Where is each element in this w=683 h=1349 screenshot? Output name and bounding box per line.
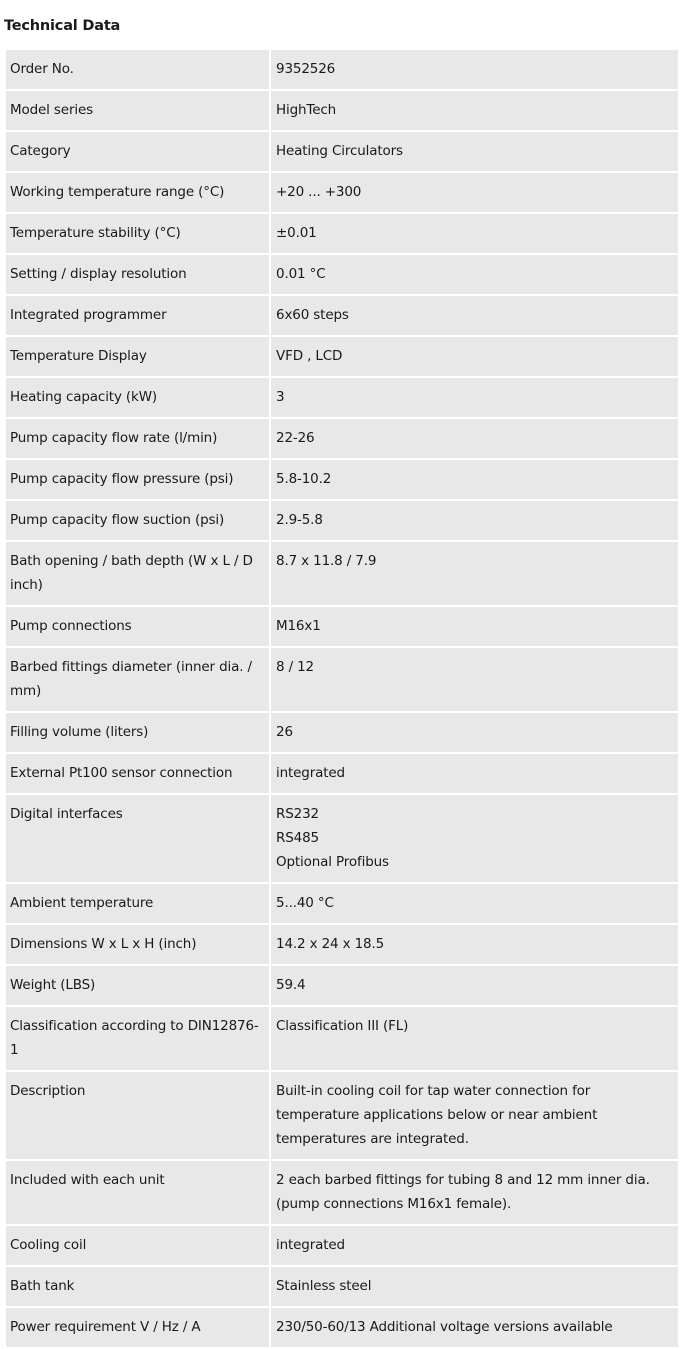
table-row [5,336,679,377]
spec-value-line: 14.2 x 24 x 18.5 [276,936,385,952]
spec-label-cell: Included with each unit [5,1160,270,1225]
table-row [5,131,679,172]
spec-value-line: M16x1 [276,618,321,634]
table-row [5,1266,679,1307]
spec-value-cell [270,1160,679,1225]
spec-label-cell: Setting / display resolution [5,254,270,295]
spec-value-line: HighTech [276,102,337,118]
spec-value-line: RS232 [276,806,319,822]
spec-value-cell [270,794,679,883]
table-row [5,1225,679,1266]
spec-label-cell: Filling volume (liters) [5,712,270,753]
spec-value-line: 22-26 [276,430,315,446]
spec-value-cell [270,49,679,90]
spec-value-line: VFD , LCD [276,348,343,364]
spec-value-line: Optional Profibus [276,854,389,870]
spec-label-cell: Order No. [5,49,270,90]
spec-label-cell: Cooling coil [5,1225,270,1266]
table-row [5,254,679,295]
spec-label-cell: Ambient temperature [5,883,270,924]
table-row [5,753,679,794]
table-body [5,49,679,1348]
table-row [5,377,679,418]
spec-value-line: 0.01 °C [276,266,326,282]
spec-value-cell [270,965,679,1006]
section-heading: Technical Data [4,18,121,34]
spec-value-cell [270,1071,679,1160]
spec-value-line: 2.9-5.8 [276,512,323,528]
spec-label-cell: Heating capacity (kW) [5,377,270,418]
spec-value-line: Stainless steel [276,1278,372,1294]
spec-value-cell [270,1307,679,1348]
spec-value-line: 5...40 °C [276,895,334,911]
table-row [5,459,679,500]
spec-value-line: RS485 [276,830,319,846]
spec-value-line: 26 [276,724,293,740]
table-row [5,1071,679,1160]
spec-value-cell [270,459,679,500]
spec-value-cell [270,418,679,459]
spec-value-line: 230/50-60/13 Additional voltage versions available [276,1319,613,1335]
spec-value-line: integrated [276,1237,345,1253]
spec-value-cell [270,336,679,377]
table-row [5,712,679,753]
spec-label-cell: Integrated programmer [5,295,270,336]
spec-value-cell [270,541,679,606]
spec-label-cell: Power requirement V / Hz / A [5,1307,270,1348]
spec-value-line: 3 [276,389,285,405]
table-row [5,541,679,606]
spec-label-cell: External Pt100 sensor connection [5,753,270,794]
spec-label-cell: Weight (LBS) [5,965,270,1006]
table-row [5,647,679,712]
spec-value-line: integrated [276,765,345,781]
spec-value-line: 5.8-10.2 [276,471,332,487]
technical-data-table [4,48,680,1349]
spec-value-line: 8.7 x 11.8 / 7.9 [276,553,377,569]
spec-label-cell: Working temperature range (°C) [5,172,270,213]
spec-value-cell [270,90,679,131]
table-row [5,965,679,1006]
table-row [5,49,679,90]
spec-value-cell [270,295,679,336]
spec-value-line: 59.4 [276,977,306,993]
spec-label-cell: Pump capacity flow rate (l/min) [5,418,270,459]
spec-value-cell [270,883,679,924]
spec-label-cell: Dimensions W x L x H (inch) [5,924,270,965]
table-row [5,606,679,647]
spec-label-cell: Bath opening / bath depth (W x L / D inch) [5,541,270,606]
spec-value-cell [270,254,679,295]
spec-value-cell [270,500,679,541]
spec-label-cell: Temperature Display [5,336,270,377]
table-row [5,924,679,965]
spec-value-cell [270,1225,679,1266]
table-row [5,500,679,541]
spec-value-line: ±0.01 [276,225,317,241]
spec-label-cell: Category [5,131,270,172]
spec-label-cell: Classification according to DIN12876-1 [5,1006,270,1071]
spec-label-cell: Pump capacity flow suction (psi) [5,500,270,541]
spec-value-cell [270,606,679,647]
table-row [5,1006,679,1071]
table-row [5,213,679,254]
spec-value-cell [270,647,679,712]
table-row [5,1160,679,1225]
spec-value-cell [270,1266,679,1307]
spec-value-line: Heating Circulators [276,143,403,159]
spec-value-cell [270,377,679,418]
spec-value-cell [270,712,679,753]
spec-value-line: +20 ... +300 [276,184,362,200]
spec-value-line: 2 each barbed fittings for tubing 8 and 12 mm inner dia. (pump connections M16x1 female). [276,1172,650,1212]
table-row [5,883,679,924]
spec-label-cell: Digital interfaces [5,794,270,883]
table-row [5,295,679,336]
spec-label-cell: Temperature stability (°C) [5,213,270,254]
table-row [5,794,679,883]
table-row [5,90,679,131]
spec-value-line: 6x60 steps [276,307,349,323]
spec-value-cell [270,131,679,172]
spec-value-cell [270,213,679,254]
spec-value-line: 8 / 12 [276,659,314,675]
spec-value-cell [270,172,679,213]
spec-label-cell: Pump capacity flow pressure (psi) [5,459,270,500]
spec-label-cell: Barbed fittings diameter (inner dia. / mm) [5,647,270,712]
spec-label-cell: Pump connections [5,606,270,647]
table-row [5,1307,679,1348]
spec-value-line: 9352526 [276,61,336,77]
spec-label-cell: Description [5,1071,270,1160]
table-row [5,418,679,459]
spec-value-cell [270,1006,679,1071]
table-row [5,172,679,213]
spec-value-cell [270,753,679,794]
spec-value-line: Classification III (FL) [276,1018,409,1034]
spec-label-cell: Model series [5,90,270,131]
spec-value-cell [270,924,679,965]
spec-label-cell: Bath tank [5,1266,270,1307]
spec-value-line: Built-in cooling coil for tap water connection for temperature applications below or near ambient temperatures are integrated. [276,1083,598,1147]
